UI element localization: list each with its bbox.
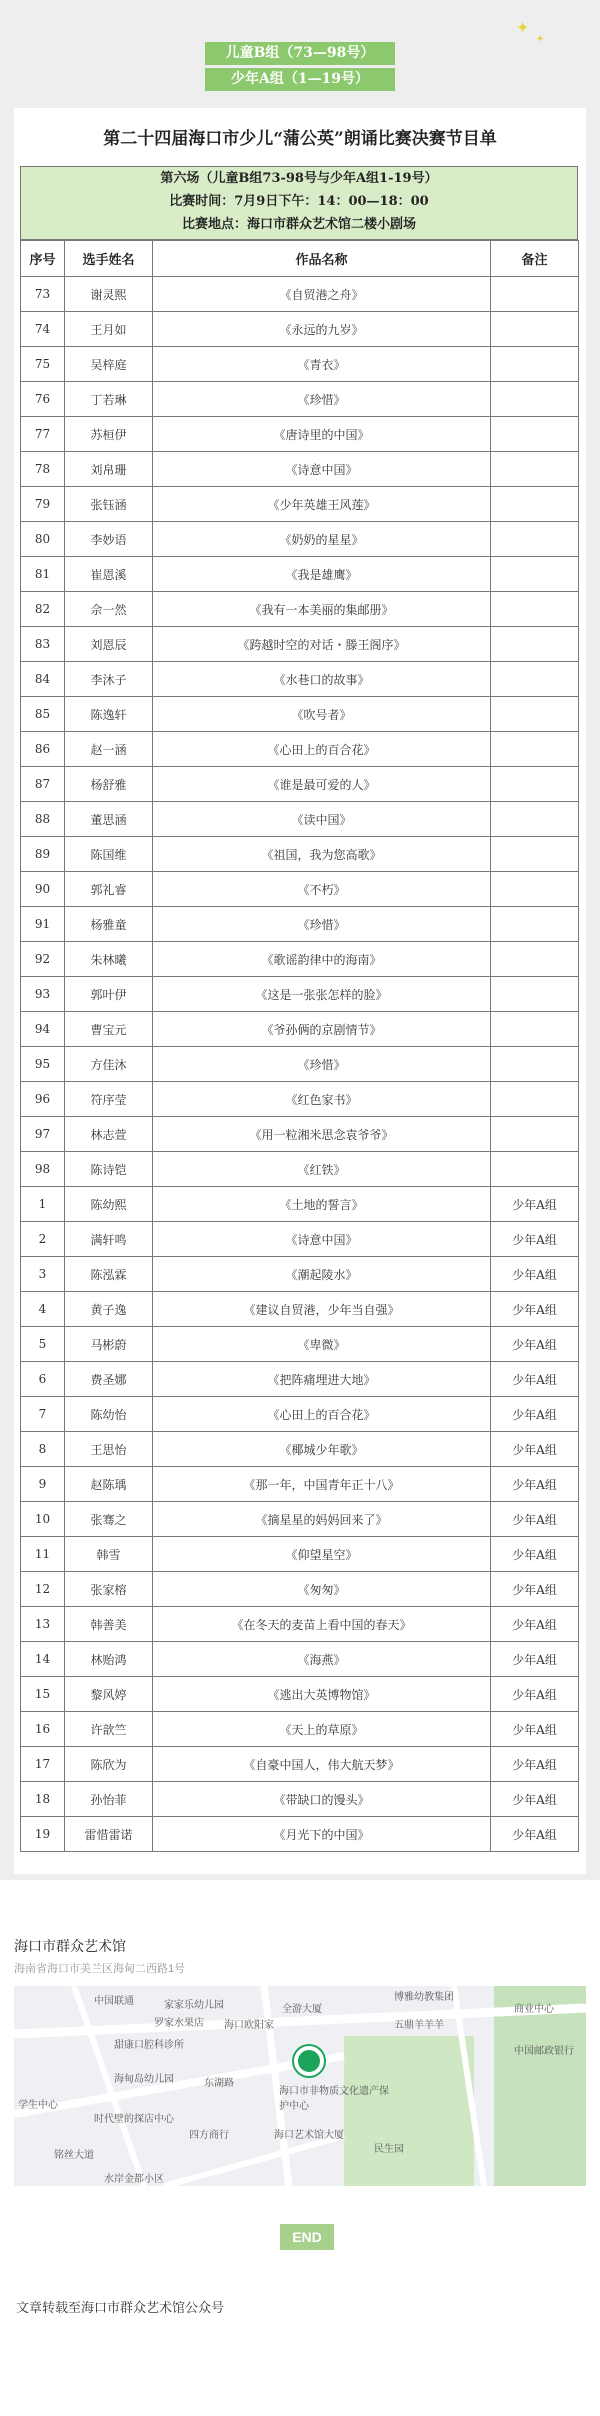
cell-name: 黄子逸 xyxy=(65,1292,153,1327)
cell-number: 89 xyxy=(21,837,65,872)
cell-number: 10 xyxy=(21,1502,65,1537)
cell-number: 6 xyxy=(21,1362,65,1397)
group-tag-teen-a: 少年A组（1—19号） xyxy=(205,68,395,91)
cell-name: 谢灵煕 xyxy=(65,277,153,312)
cell-work: 《祖国，我为您高歌》 xyxy=(153,837,491,872)
table-row xyxy=(21,382,579,417)
header-work: 作品名称 xyxy=(153,241,491,277)
cell-note xyxy=(491,347,579,382)
table-row xyxy=(21,1222,579,1257)
cell-work: 《卑微》 xyxy=(153,1327,491,1362)
cell-name: 王月如 xyxy=(65,312,153,347)
cell-note xyxy=(491,417,579,452)
cell-number: 13 xyxy=(21,1607,65,1642)
cell-note: 少年A组 xyxy=(491,1327,579,1362)
cell-work: 《珍惜》 xyxy=(153,907,491,942)
map-label: 民生园 xyxy=(374,2144,404,2155)
session-venue: 比赛地点：海口市群众艺术馆二楼小剧场 xyxy=(181,217,416,232)
cell-note: 少年A组 xyxy=(491,1187,579,1222)
cell-number: 91 xyxy=(21,907,65,942)
cell-note xyxy=(491,837,579,872)
table-row xyxy=(21,557,579,592)
map-label: 时代壁的探店中心 xyxy=(94,2114,174,2125)
cell-note: 少年A组 xyxy=(491,1362,579,1397)
cell-number: 85 xyxy=(21,697,65,732)
map-label: 罗家水果店 xyxy=(154,2018,204,2029)
cell-name: 林贻鸿 xyxy=(65,1642,153,1677)
cell-number: 73 xyxy=(21,277,65,312)
cell-work: 《我是雄鹰》 xyxy=(153,557,491,592)
cell-note: 少年A组 xyxy=(491,1747,579,1782)
cell-name: 马彬蔚 xyxy=(65,1327,153,1362)
cell-note: 少年A组 xyxy=(491,1257,579,1292)
cell-number: 86 xyxy=(21,732,65,767)
cell-number: 95 xyxy=(21,1047,65,1082)
cell-note xyxy=(491,1117,579,1152)
cell-name: 佘一然 xyxy=(65,592,153,627)
cell-work: 《自豪中国人，伟大航天梦》 xyxy=(153,1747,491,1782)
map-label: 铭丝大道 xyxy=(54,2150,94,2161)
table-row xyxy=(21,1187,579,1222)
cell-number: 3 xyxy=(21,1257,65,1292)
cell-number: 79 xyxy=(21,487,65,522)
cell-note xyxy=(491,977,579,1012)
cell-number: 82 xyxy=(21,592,65,627)
cell-work: 《歌谣韵律中的海南》 xyxy=(153,942,491,977)
cell-number: 80 xyxy=(21,522,65,557)
map-label: 五鼎羊羊羊 xyxy=(394,2020,444,2031)
cell-name: 符序莹 xyxy=(65,1082,153,1117)
table-row xyxy=(21,1817,579,1852)
cell-name: 朱林曦 xyxy=(65,942,153,977)
cell-note xyxy=(491,907,579,942)
cell-number: 9 xyxy=(21,1467,65,1502)
session-info xyxy=(20,166,578,240)
cell-name: 陈欣为 xyxy=(65,1747,153,1782)
cell-name: 方佳沐 xyxy=(65,1047,153,1082)
cell-note xyxy=(491,732,579,767)
cell-note xyxy=(491,1082,579,1117)
cell-note xyxy=(491,522,579,557)
cell-number: 87 xyxy=(21,767,65,802)
cell-work: 《少年英雄王风莲》 xyxy=(153,487,491,522)
cell-work: 《逃出大英博物馆》 xyxy=(153,1677,491,1712)
cell-name: 张家榕 xyxy=(65,1572,153,1607)
cell-number: 78 xyxy=(21,452,65,487)
cell-name: 李沐子 xyxy=(65,662,153,697)
cell-note xyxy=(491,312,579,347)
cell-number: 15 xyxy=(21,1677,65,1712)
session-time: 比赛时间：7月9日下午：14：00—18：00 xyxy=(169,194,429,209)
map-label: 全游大厦 xyxy=(282,2004,322,2015)
cell-work: 《用一粒湘米思念袁爷爷》 xyxy=(153,1117,491,1152)
cell-note: 少年A组 xyxy=(491,1642,579,1677)
cell-work: 《不朽》 xyxy=(153,872,491,907)
cell-work: 《红铁》 xyxy=(153,1152,491,1187)
cell-name: 丁若琳 xyxy=(65,382,153,417)
table-row xyxy=(21,277,579,312)
cell-name: 曹宝元 xyxy=(65,1012,153,1047)
table-row xyxy=(21,1747,579,1782)
cell-note xyxy=(491,942,579,977)
cell-number: 98 xyxy=(21,1152,65,1187)
header-note: 备注 xyxy=(491,241,579,277)
table-row xyxy=(21,767,579,802)
cell-work: 《把阵痛埋进大地》 xyxy=(153,1362,491,1397)
cell-work: 《唐诗里的中国》 xyxy=(153,417,491,452)
source-note: 文章转载至海口市群众艺术馆公众号 xyxy=(16,2300,225,2315)
cell-number: 8 xyxy=(21,1432,65,1467)
header-number: 序号 xyxy=(21,241,65,277)
session-line: 第六场（儿童B组73-98号与少年A组1-19号） xyxy=(160,171,438,186)
cell-number: 76 xyxy=(21,382,65,417)
table-row xyxy=(21,732,579,767)
map-label: 中国邮政银行 xyxy=(514,2046,574,2057)
cell-work: 《在冬天的麦苗上看中国的春天》 xyxy=(153,1607,491,1642)
map-label: 博雅幼教集团 xyxy=(394,1992,454,2003)
table-header-row xyxy=(21,241,579,277)
map-address: 海南省海口市美兰区海甸二西路1号 xyxy=(14,1963,186,1975)
cell-note xyxy=(491,1012,579,1047)
cell-work: 《匆匆》 xyxy=(153,1572,491,1607)
cell-number: 2 xyxy=(21,1222,65,1257)
cell-note: 少年A组 xyxy=(491,1432,579,1467)
table-row xyxy=(21,487,579,522)
cell-work: 《永远的九岁》 xyxy=(153,312,491,347)
map-label: 甜康口腔科诊所 xyxy=(114,2040,184,2051)
table-row xyxy=(21,1502,579,1537)
cell-name: 陈泓霖 xyxy=(65,1257,153,1292)
cell-number: 17 xyxy=(21,1747,65,1782)
map-label: 家家乐幼儿园 xyxy=(164,2000,224,2011)
table-row xyxy=(21,662,579,697)
cell-number: 88 xyxy=(21,802,65,837)
cell-work: 《建议自贸港，少年当自强》 xyxy=(153,1292,491,1327)
cell-name: 苏桓伊 xyxy=(65,417,153,452)
sparkle-icon: ✦ xyxy=(516,18,530,37)
cell-work: 《潮起陵水》 xyxy=(153,1257,491,1292)
sparkle-icon-small: ✦ xyxy=(536,34,545,45)
table-row xyxy=(21,1572,579,1607)
table-row xyxy=(21,1362,579,1397)
cell-number: 97 xyxy=(21,1117,65,1152)
table-row xyxy=(21,1327,579,1362)
cell-work: 《心田上的百合花》 xyxy=(153,1397,491,1432)
cell-name: 张骞之 xyxy=(65,1502,153,1537)
table-row xyxy=(21,1397,579,1432)
cell-work: 《心田上的百合花》 xyxy=(153,732,491,767)
cell-work: 《土地的誓言》 xyxy=(153,1187,491,1222)
cell-name: 许歆竺 xyxy=(65,1712,153,1747)
cell-work: 《月光下的中国》 xyxy=(153,1817,491,1852)
cell-work: 《仰望星空》 xyxy=(153,1537,491,1572)
cell-work: 《天上的草原》 xyxy=(153,1712,491,1747)
cell-name: 董思涵 xyxy=(65,802,153,837)
cell-note: 少年A组 xyxy=(491,1502,579,1537)
cell-number: 74 xyxy=(21,312,65,347)
cell-number: 1 xyxy=(21,1187,65,1222)
table-row xyxy=(21,1432,579,1467)
table-row xyxy=(21,1607,579,1642)
cell-work: 《奶奶的星星》 xyxy=(153,522,491,557)
cell-number: 7 xyxy=(21,1397,65,1432)
cell-note xyxy=(491,277,579,312)
cell-work: 《谁是最可爱的人》 xyxy=(153,767,491,802)
table-row xyxy=(21,1117,579,1152)
map-label: 东湖路 xyxy=(204,2078,234,2089)
map-label: 商业中心 xyxy=(514,2004,554,2015)
cell-work: 《这是一张张怎样的脸》 xyxy=(153,977,491,1012)
table-row xyxy=(21,1537,579,1572)
table-row xyxy=(21,1152,579,1187)
table-row xyxy=(21,417,579,452)
map-label: 中国联通 xyxy=(94,1996,134,2007)
cell-name: 李妙语 xyxy=(65,522,153,557)
cell-work: 《我有一本美丽的集邮册》 xyxy=(153,592,491,627)
cell-number: 77 xyxy=(21,417,65,452)
map-label: 海甸岛幼儿园 xyxy=(114,2074,174,2085)
cell-number: 11 xyxy=(21,1537,65,1572)
table-row xyxy=(21,1642,579,1677)
cell-number: 12 xyxy=(21,1572,65,1607)
map-section[interactable] xyxy=(14,1936,586,2186)
cell-number: 90 xyxy=(21,872,65,907)
cell-number: 18 xyxy=(21,1782,65,1817)
table-row xyxy=(21,907,579,942)
cell-work: 《爷孙俩的京剧情节》 xyxy=(153,1012,491,1047)
cell-name: 陈幼怡 xyxy=(65,1397,153,1432)
cell-note xyxy=(491,487,579,522)
cell-work: 《跨越时空的对话・滕王阁序》 xyxy=(153,627,491,662)
table-row xyxy=(21,522,579,557)
cell-note: 少年A组 xyxy=(491,1467,579,1502)
table-row xyxy=(21,347,579,382)
cell-note xyxy=(491,382,579,417)
cell-name: 郭礼睿 xyxy=(65,872,153,907)
cell-note xyxy=(491,592,579,627)
cell-number: 16 xyxy=(21,1712,65,1747)
cell-note xyxy=(491,802,579,837)
cell-number: 81 xyxy=(21,557,65,592)
cell-name: 赵陈瑀 xyxy=(65,1467,153,1502)
cell-name: 雷惜雷诺 xyxy=(65,1817,153,1852)
table-row xyxy=(21,977,579,1012)
table-row xyxy=(21,1677,579,1712)
cell-work: 《带缺口的馒头》 xyxy=(153,1782,491,1817)
cell-name: 杨雅童 xyxy=(65,907,153,942)
cell-work: 《那一年，中国青年正十八》 xyxy=(153,1467,491,1502)
cell-name: 陈诗铠 xyxy=(65,1152,153,1187)
cell-name: 吴梓庭 xyxy=(65,347,153,382)
cell-work: 《摘星星的妈妈回来了》 xyxy=(153,1502,491,1537)
group-tag-children-b: 儿童B组（73—98号） xyxy=(205,42,395,65)
cell-note: 少年A组 xyxy=(491,1817,579,1852)
table-row xyxy=(21,697,579,732)
cell-work: 《海燕》 xyxy=(153,1642,491,1677)
map-label: 学生中心 xyxy=(18,2100,58,2111)
cell-note: 少年A组 xyxy=(491,1607,579,1642)
cell-number: 14 xyxy=(21,1642,65,1677)
table-row xyxy=(21,802,579,837)
cell-note: 少年A组 xyxy=(491,1222,579,1257)
cell-work: 《水巷口的故事》 xyxy=(153,662,491,697)
location-pin-icon[interactable] xyxy=(294,2046,324,2076)
table-row xyxy=(21,1712,579,1747)
cell-work: 《诗意中国》 xyxy=(153,1222,491,1257)
table-row xyxy=(21,1012,579,1047)
table-row xyxy=(21,872,579,907)
group-tags xyxy=(205,42,395,94)
cell-number: 83 xyxy=(21,627,65,662)
cell-work: 《珍惜》 xyxy=(153,1047,491,1082)
cell-note xyxy=(491,1047,579,1082)
table-row xyxy=(21,452,579,487)
cell-name: 费圣娜 xyxy=(65,1362,153,1397)
table-row xyxy=(21,1292,579,1327)
cell-note xyxy=(491,697,579,732)
table-row xyxy=(21,1047,579,1082)
cell-note: 少年A组 xyxy=(491,1712,579,1747)
header-name: 选手姓名 xyxy=(65,241,153,277)
cell-note xyxy=(491,1152,579,1187)
cell-name: 郭叶伊 xyxy=(65,977,153,1012)
cell-number: 93 xyxy=(21,977,65,1012)
cell-work: 《自贸港之舟》 xyxy=(153,277,491,312)
cell-work: 《读中国》 xyxy=(153,802,491,837)
map-label: 海口市非物质文化遗产保护中心 xyxy=(279,2086,389,2112)
cell-name: 杨舒雅 xyxy=(65,767,153,802)
cell-note: 少年A组 xyxy=(491,1537,579,1572)
cell-number: 19 xyxy=(21,1817,65,1852)
cell-name: 陈逸轩 xyxy=(65,697,153,732)
cell-name: 崔恩溪 xyxy=(65,557,153,592)
table-row xyxy=(21,1082,579,1117)
cell-work: 《椰城少年歌》 xyxy=(153,1432,491,1467)
cell-work: 《红色家书》 xyxy=(153,1082,491,1117)
cell-name: 孙怡菲 xyxy=(65,1782,153,1817)
cell-note xyxy=(491,767,579,802)
table-row xyxy=(21,1257,579,1292)
cell-work: 《青衣》 xyxy=(153,347,491,382)
map-place-name: 海口市群众艺术馆 xyxy=(14,1938,126,1954)
cell-note xyxy=(491,872,579,907)
cell-note: 少年A组 xyxy=(491,1677,579,1712)
cell-note: 少年A组 xyxy=(491,1782,579,1817)
cell-name: 韩善美 xyxy=(65,1607,153,1642)
table-row xyxy=(21,1467,579,1502)
cell-note xyxy=(491,452,579,487)
cell-number: 4 xyxy=(21,1292,65,1327)
cell-work: 《吹号者》 xyxy=(153,697,491,732)
table-row xyxy=(21,312,579,347)
cell-name: 赵一涵 xyxy=(65,732,153,767)
cell-name: 陈幼熙 xyxy=(65,1187,153,1222)
cell-name: 满轩鸣 xyxy=(65,1222,153,1257)
table-row xyxy=(21,837,579,872)
cell-number: 75 xyxy=(21,347,65,382)
table-row xyxy=(21,627,579,662)
cell-name: 韩雪 xyxy=(65,1537,153,1572)
cell-number: 94 xyxy=(21,1012,65,1047)
table-body xyxy=(21,277,579,1852)
cell-number: 92 xyxy=(21,942,65,977)
cell-name: 黎风婷 xyxy=(65,1677,153,1712)
cell-note xyxy=(491,557,579,592)
cell-number: 96 xyxy=(21,1082,65,1117)
map-view[interactable] xyxy=(14,1986,586,2186)
page-title: 第二十四届海口市少儿“蒲公英”朗诵比赛决赛节目单 xyxy=(103,129,497,149)
table-row xyxy=(21,942,579,977)
cell-work: 《珍惜》 xyxy=(153,382,491,417)
cell-number: 5 xyxy=(21,1327,65,1362)
map-label: 水岸金都小区 xyxy=(104,2174,164,2185)
program-table xyxy=(20,240,579,1852)
table-row xyxy=(21,592,579,627)
cell-note: 少年A组 xyxy=(491,1292,579,1327)
cell-number: 84 xyxy=(21,662,65,697)
cell-work: 《诗意中国》 xyxy=(153,452,491,487)
cell-name: 刘恩辰 xyxy=(65,627,153,662)
cell-note: 少年A组 xyxy=(491,1572,579,1607)
cell-name: 刘帛珊 xyxy=(65,452,153,487)
table-row xyxy=(21,1782,579,1817)
map-label: 海口欧阳家 xyxy=(224,2020,274,2031)
cell-name: 陈国维 xyxy=(65,837,153,872)
cell-name: 张钰涵 xyxy=(65,487,153,522)
cell-name: 林志萱 xyxy=(65,1117,153,1152)
cell-note xyxy=(491,662,579,697)
map-label: 海口艺术馆大厦 xyxy=(274,2130,344,2141)
cell-name: 王思怡 xyxy=(65,1432,153,1467)
cell-note: 少年A组 xyxy=(491,1397,579,1432)
map-label: 四方商行 xyxy=(189,2130,229,2141)
cell-note xyxy=(491,627,579,662)
end-badge: END xyxy=(280,2224,334,2250)
